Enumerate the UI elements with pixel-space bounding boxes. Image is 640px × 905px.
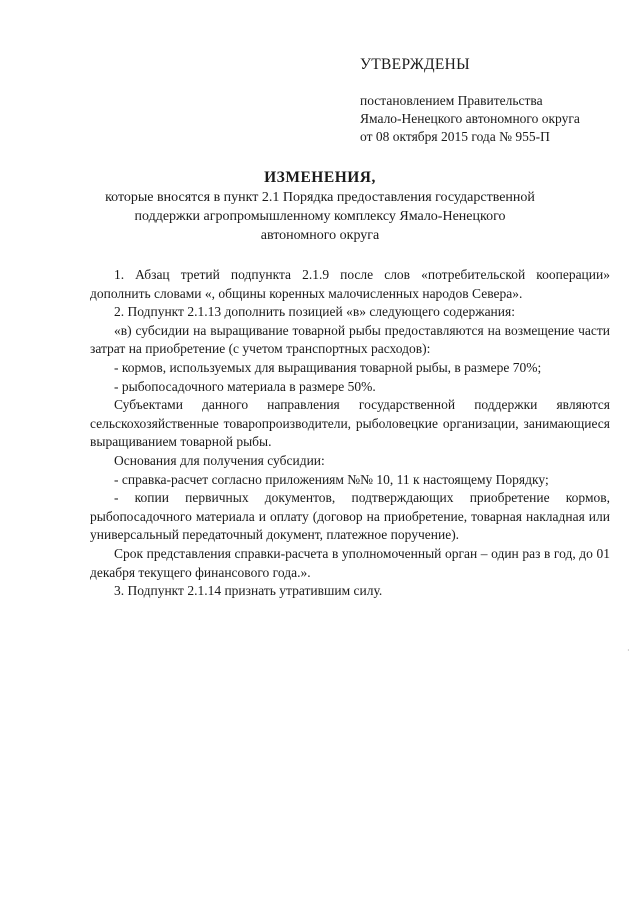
document-title: ИЗМЕНЕНИЯ, <box>264 169 376 186</box>
paragraph-7: Основания для получения субсидии: <box>114 452 325 468</box>
approval-title: УТВЕРЖДЕНЫ <box>360 56 470 73</box>
approval-line-1: постановлением Правительства <box>360 93 543 108</box>
paragraph-11: 3. Подпункт 2.1.14 признать утратившим силу. <box>114 583 383 599</box>
paragraph-6: Субъектами данного направления государственной поддержки являются сельскохозяйственные товаропроизводители, рыболовецкие организации, занимающиеся выращиванием товарной рыбы. <box>90 397 610 450</box>
document-subtitle <box>80 188 560 245</box>
approval-line-2: Ямало-Ненецкого автономного округа <box>360 111 580 126</box>
paragraph-9: - копии первичных документов, подтверждающих приобретение кормов, рыбопосадочного материала и оплату (договор на приобретение, товарная накладная или универсальный передаточный документ, платежное поручение). <box>90 490 610 543</box>
scan-mark: · <box>627 646 630 655</box>
subtitle-line-1: которые вносятся в пункт 2.1 Порядка предоставления государственной <box>105 190 535 205</box>
paragraph-1: 1. Абзац третий подпункта 2.1.9 после слов «потребительской кооперации» дополнить словами «, общины коренных малочисленных народов Севера». <box>90 267 610 301</box>
approval-block <box>360 56 580 146</box>
paragraph-3: «в) субсидии на выращивание товарной рыбы предоставляются на возмещение части затрат на приобретение (с учетом транспортных расходов): <box>90 322 610 357</box>
paragraph-8: - справка-расчет согласно приложениям №№ 10, 11 к настоящему Порядку; <box>114 471 549 487</box>
paragraph-2: 2. Подпункт 2.1.13 дополнить позицией «в» следующего содержания: <box>114 304 515 320</box>
subtitle-line-3: автономного округа <box>260 228 380 243</box>
subtitle-line-2: поддержки агропромышленному комплексу Ямало-Ненецкого <box>134 209 506 224</box>
document-body <box>90 266 610 601</box>
paragraph-10: Срок представления справки-расчета в уполномоченный орган – один раз в год, до 01 декабря текущего финансового года.». <box>90 545 610 580</box>
approval-line-3: от 08 октября 2015 года № 955-П <box>360 129 550 144</box>
paragraph-5: - рыбопосадочного материала в размере 50%. <box>114 378 376 394</box>
paragraph-4: - кормов, используемых для выращивания товарной рыбы, в размере 70%; <box>114 359 542 375</box>
